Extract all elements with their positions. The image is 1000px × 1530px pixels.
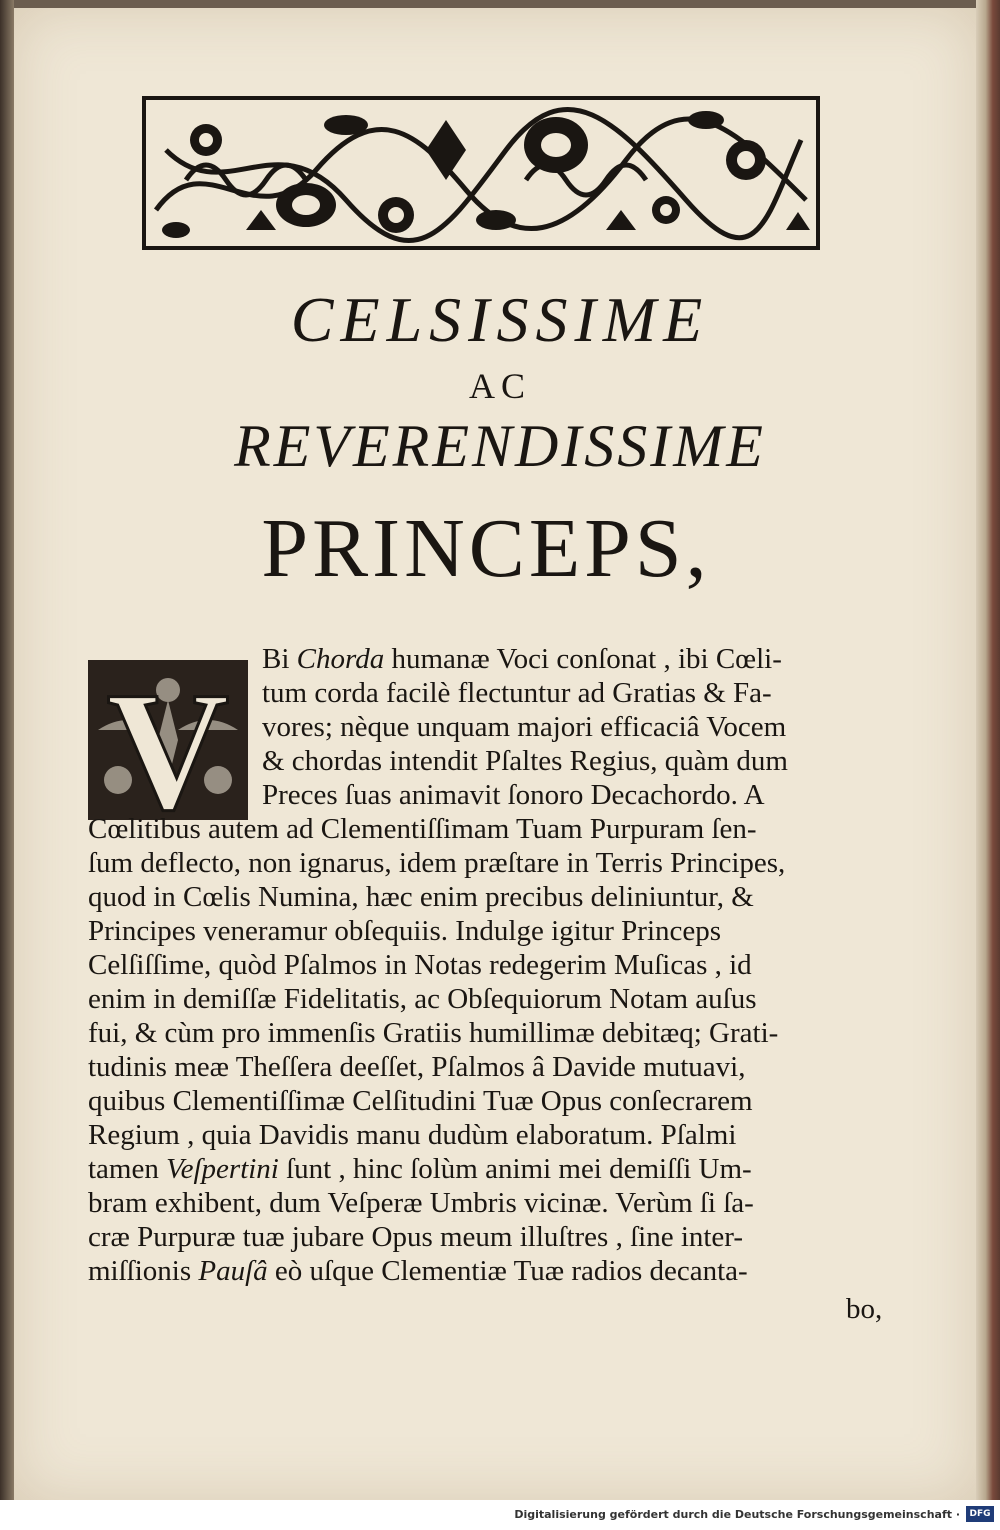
body-line: ſum deflecto, non ignarus, idem præſtare in Terris Principes,	[88, 847, 786, 879]
drop-cap-initial	[88, 660, 248, 820]
body-line: vores; nèque unquam majori efficaciâ Vocem	[262, 711, 787, 743]
footer-credit: Digitalisierung gefördert durch die Deutsche Forschungsgemeinschaft ·	[514, 1508, 960, 1521]
floral-headpiece-ornament	[142, 96, 820, 250]
body-line: Principes veneramur obſequiis. Indulge igitur Princeps	[88, 915, 722, 947]
heading-line-3: REVERENDISSIME	[234, 413, 766, 479]
catchword: bo,	[846, 1293, 883, 1325]
body-line: enim in demiſſæ Fidelitatis, ac Obſequiorum Notam auſus	[88, 983, 757, 1015]
body-line: quibus Clementiſſimæ Celſitudini Tuæ Opus conſecrarem	[88, 1085, 753, 1117]
body-line: fui, & cùm pro immenſis Gratiis humillimæ debitæq; Grati-	[88, 1017, 779, 1049]
body-line: Bi Chorda humanæ Voci conſonat , ibi Cœli-	[262, 643, 782, 675]
heading-line-4: PRINCEPS,	[261, 502, 711, 595]
book-spine	[0, 0, 14, 1500]
body-line: & chordas intendit Pſaltes Regius, quàm dum	[262, 745, 788, 777]
body-line: miſſionis Pauſâ eò uſque Clementiæ Tuæ radios decanta-	[88, 1255, 748, 1287]
body-line: tudinis meæ Theſſera deeſſet, Pſalmos â Davide mutuavi,	[88, 1051, 746, 1083]
body-line: cræ Purpuræ tuæ jubare Opus meum illuſtres , ſine inter-	[88, 1221, 744, 1253]
body-line: Celſiſſime, quòd Pſalmos in Notas redegerim Muſicas , id	[88, 949, 752, 981]
body-line: Regium , quia Davidis manu dudùm elaboratum. Pſalmi	[88, 1119, 737, 1151]
body-line: bram exhibent, dum Veſperæ Umbris vicinæ. Verùm ſi ſa-	[88, 1187, 754, 1219]
body-line: tum corda facilè flectuntur ad Gratias & Fa-	[262, 677, 772, 709]
heading-line-2: AC	[468, 366, 531, 406]
body-line: quod in Cœlis Numina, hæc enim precibus deliniuntur, &	[88, 881, 754, 913]
dfg-logo-icon: DFG	[966, 1506, 994, 1522]
page-edge	[976, 0, 1000, 1500]
body-line: tamen Veſpertini ſunt , hinc ſolùm animi mei demiſſi Um-	[88, 1153, 752, 1185]
digitization-footer	[0, 1500, 1000, 1530]
drop-cap-letter: V	[106, 660, 230, 820]
body-line: Cœlitibus autem ad Clementiſſimam Tuam Purpuram ſen-	[88, 813, 757, 845]
heading-line-1: CELSISSIME	[290, 284, 710, 355]
body-line: Preces ſuas animavit ſonoro Decachordo. A	[262, 779, 765, 811]
